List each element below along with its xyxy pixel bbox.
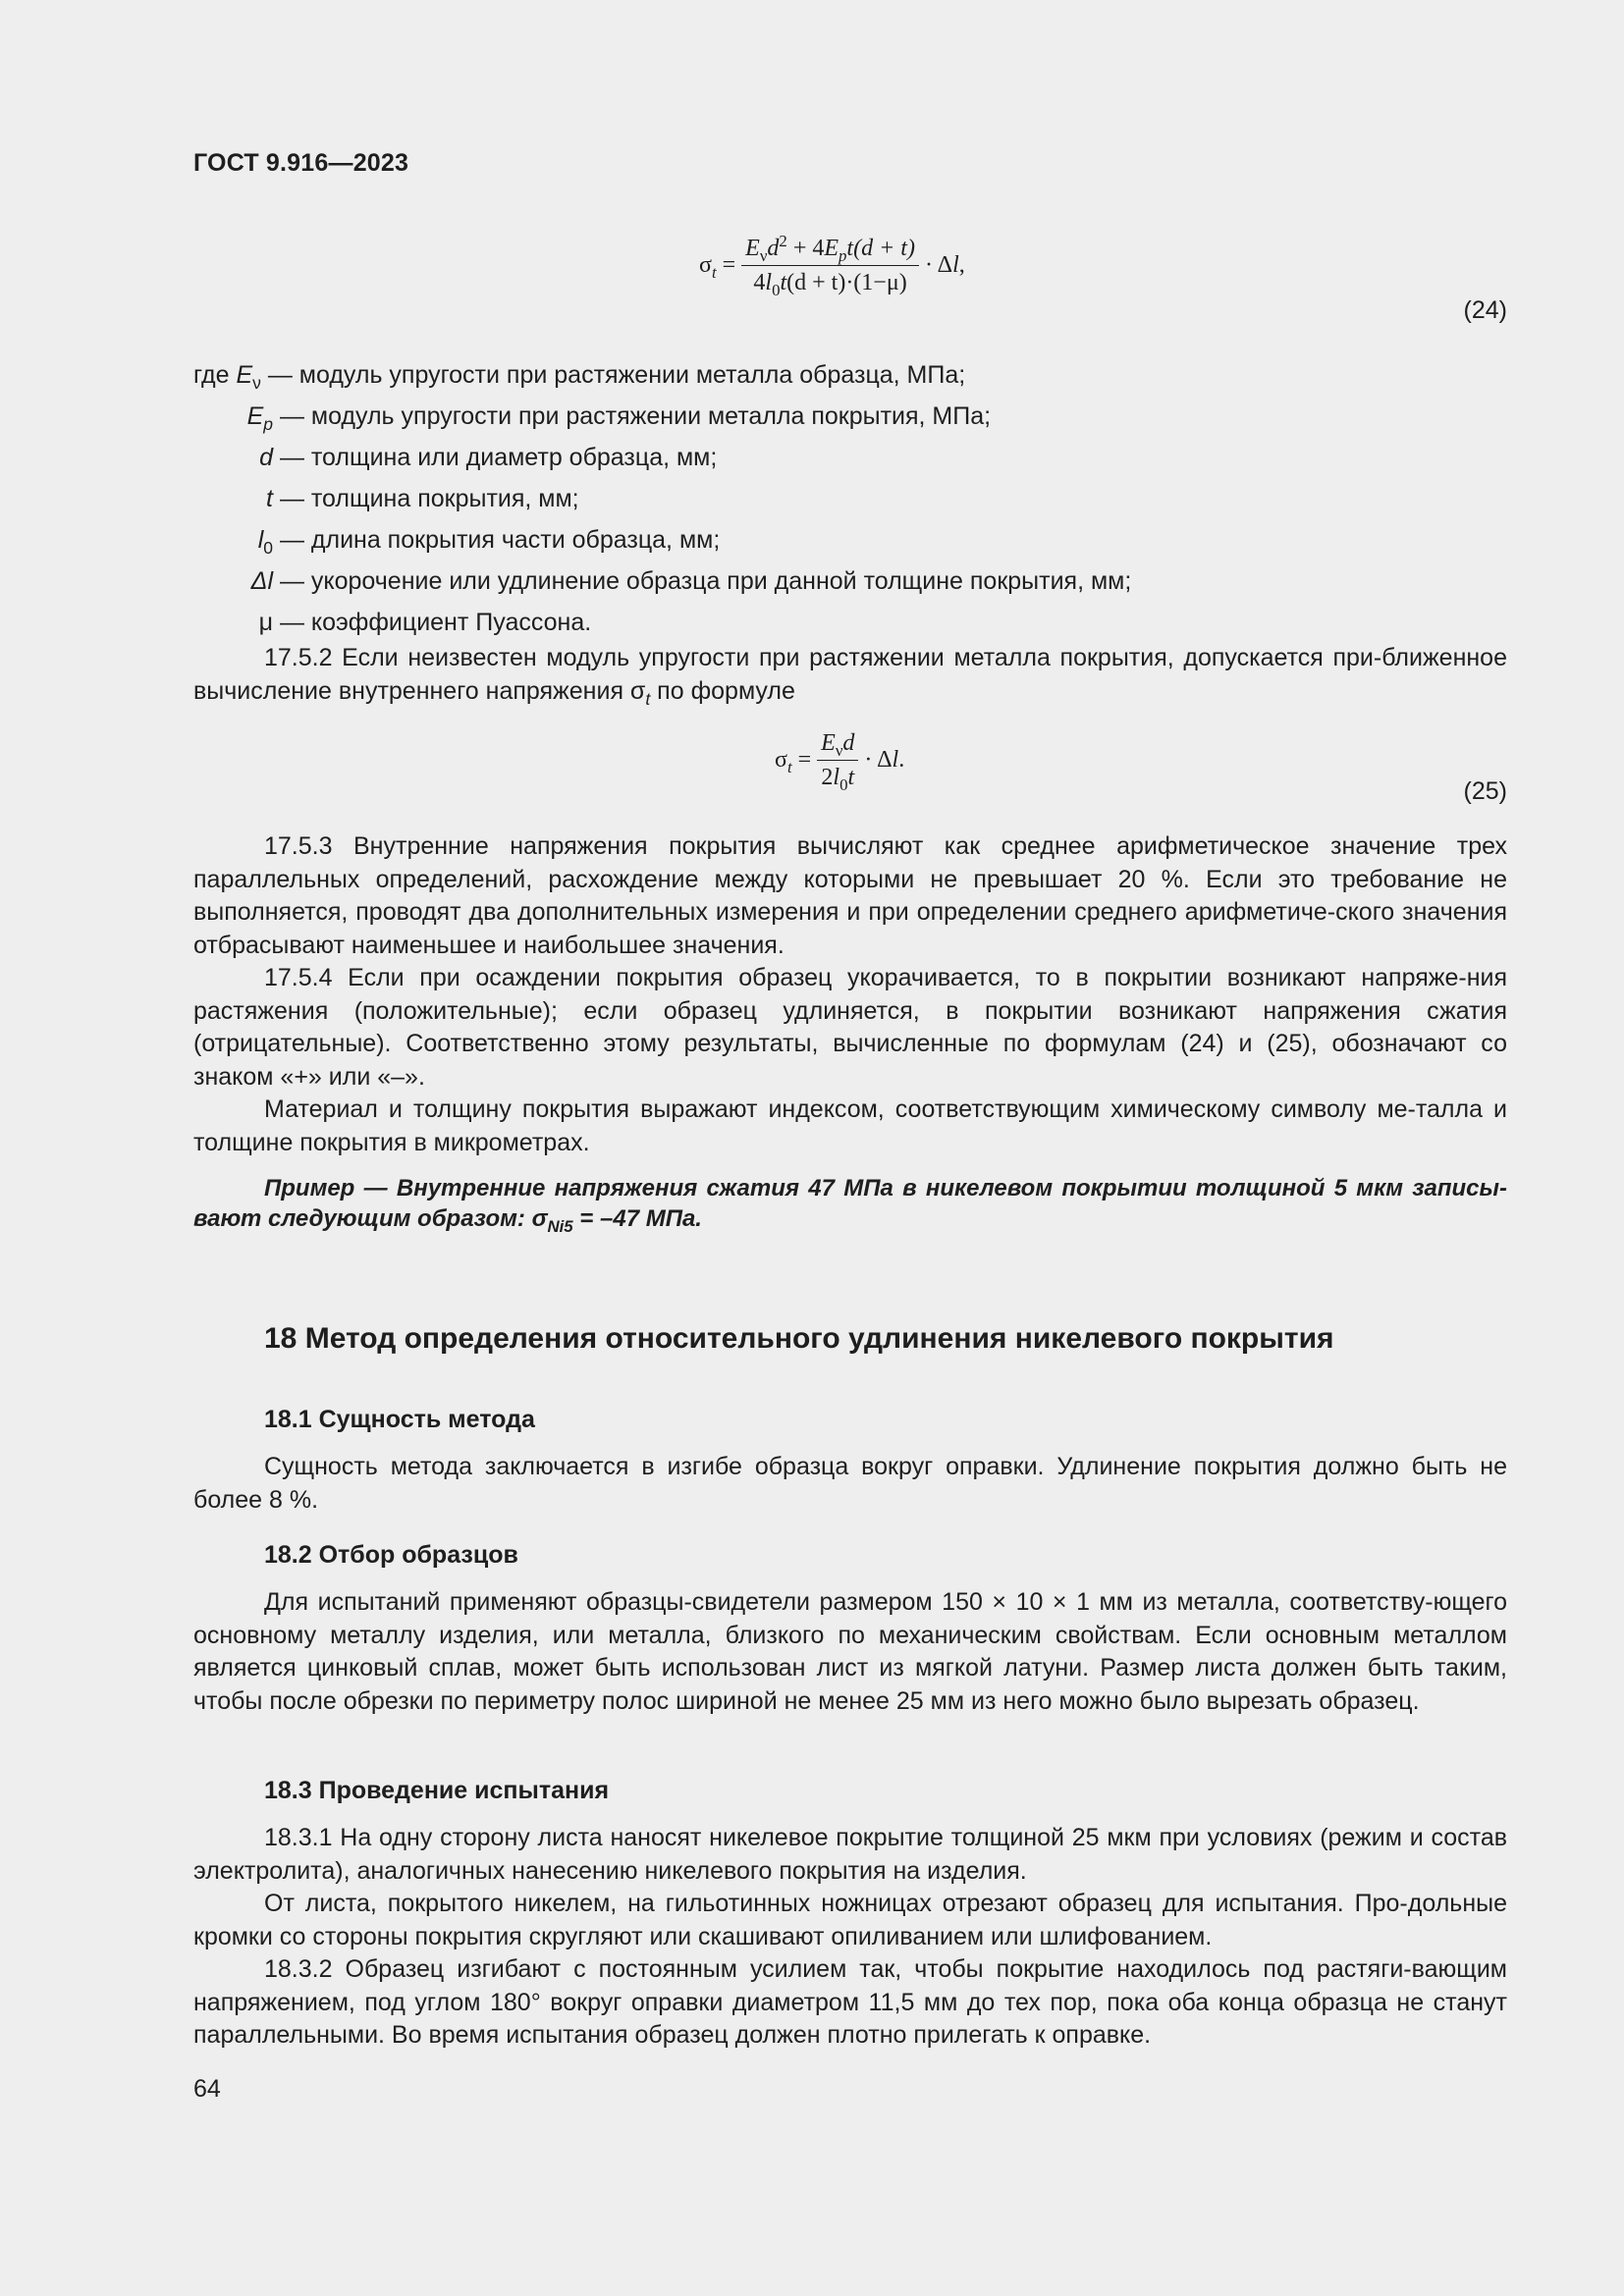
definition-item: μ — коэффициент Пуассона.	[258, 609, 592, 636]
document-id: ГОСТ 9.916—2023	[193, 149, 409, 177]
definition-item: Δl — укорочение или удлинение образца при данной толщине покрытия, мм;	[250, 567, 1132, 595]
paragraph-17-5-4: 17.5.4 Если при осаждении покрытия образец укорачивается, то в покрытии возникают напряже-ния растяжения (положительные); если образец удлиняется, в покрытии возникают напряжения сжатия (отрицательные). Соответственно этому результаты, вычисленные по формулам (24) и (25), обозначают со знаком «+» или «–».	[193, 964, 1507, 1091]
paragraph-18-3-2: 18.3.2 Образец изгибают с постоянным усилием так, чтобы покрытие находилось под растяги-вающим напряжением, под углом 180° вокруг оправки диаметром 11,5 мм до тех пор, пока оба конца образца не станут параллельными. Во время испытания образец должен плотно прилегать к оправке.	[193, 1955, 1507, 2049]
paragraph-18-2: Для испытаний применяют образцы-свидетели размером 150 × 10 × 1 мм из металла, соответству-ющего основному металлу изделия, или металла, близкого по механическим свойствам. Если основным металлом является цинковый сплав, может быть использован лист из мягкой латуни. Размер листа должен быть таким, чтобы после обрезки по периметру полос шириной не менее 25 мм из него можно было вырезать образец.	[193, 1588, 1507, 1715]
section-18-title: 18 Метод определения относительного удлинения никелевого покрытия	[264, 1322, 1334, 1355]
formula-25: $\sigma_t$ = $\frac{E_\nu d}{2l_0t}$ · Δl.	[775, 730, 905, 794]
paragraph-18-3-1: 18.3.1 На одну сторону листа наносят никелевое покрытие толщиной 25 мкм при условиях (режим и состав электролита), аналогичных нанесению никелевого покрытия на изделия.	[193, 1824, 1507, 1885]
page-number: 64	[193, 2075, 221, 2103]
paragraph-17-5-3: 17.5.3 Внутренние напряжения покрытия вычисляют как среднее арифметическое значение трех параллельных определений, расхождение между которыми не превышает 20 %. Если это требование не выполняется, проводят два дополнительных измерения и при определении среднего арифметиче-ского значения отбрасывают наименьшее и наибольшее значения.	[193, 832, 1507, 959]
definition-item: $l_0$ — длина покрытия части образца, мм;	[257, 526, 721, 558]
paragraph-17-5-2: 17.5.2 Если неизвестен модуль упругости при растяжении металла покрытия, допускается при-ближенное вычисление внутреннего напряжения $\sigma_t$ по формуле	[193, 644, 1507, 709]
subsection-18-2-title: 18.2 Отбор образцов	[264, 1541, 518, 1569]
example-note: Пример — Внутренние напряжения сжатия 47 МПа в никелевом покрытии толщиной 5 мкм записы-вают следующим образом: $\sigma_{Ni5} = -47$ МПа.	[193, 1175, 1507, 1236]
subsection-18-1-title: 18.1 Сущность метода	[264, 1406, 535, 1433]
formula-24: $\sigma_t$ = $\frac{E_\nu d^2 + 4E_pt(d + t)}{4l_0t(d + t)\cdot(1-\mu)}$ · Δl,	[699, 232, 965, 299]
definition-item: t — толщина покрытия, мм;	[266, 485, 579, 512]
equation-number-25: (25)	[1463, 777, 1507, 805]
paragraph-18-1: Сущность метода заключается в изгибе образца вокруг оправки. Удлинение покрытия должно быть не более 8 %.	[193, 1453, 1507, 1514]
document-page	[193, 0, 1507, 2296]
definition-item: где $E_\nu$ — модуль упругости при растяжении металла образца, МПа;	[193, 361, 966, 393]
subsection-18-3-title: 18.3 Проведение испытания	[264, 1777, 610, 1804]
definition-item: $E_p$ — модуль упругости при растяжении металла покрытия, МПа;	[246, 402, 992, 434]
equation-number-24: (24)	[1463, 296, 1507, 324]
definition-item: d — толщина или диаметр образца, мм;	[259, 444, 718, 471]
paragraph-18-3-1-cont: От листа, покрытого никелем, на гильотинных ножницах отрезают образец для испытания. Про-дольные кромки со стороны покрытия скругляют или скашивают опиливанием или шлифованием.	[193, 1890, 1507, 1950]
paragraph-material: Материал и толщину покрытия выражают индексом, соответствующим химическому символу ме-талла и толщине покрытия в микрометрах.	[193, 1095, 1507, 1156]
